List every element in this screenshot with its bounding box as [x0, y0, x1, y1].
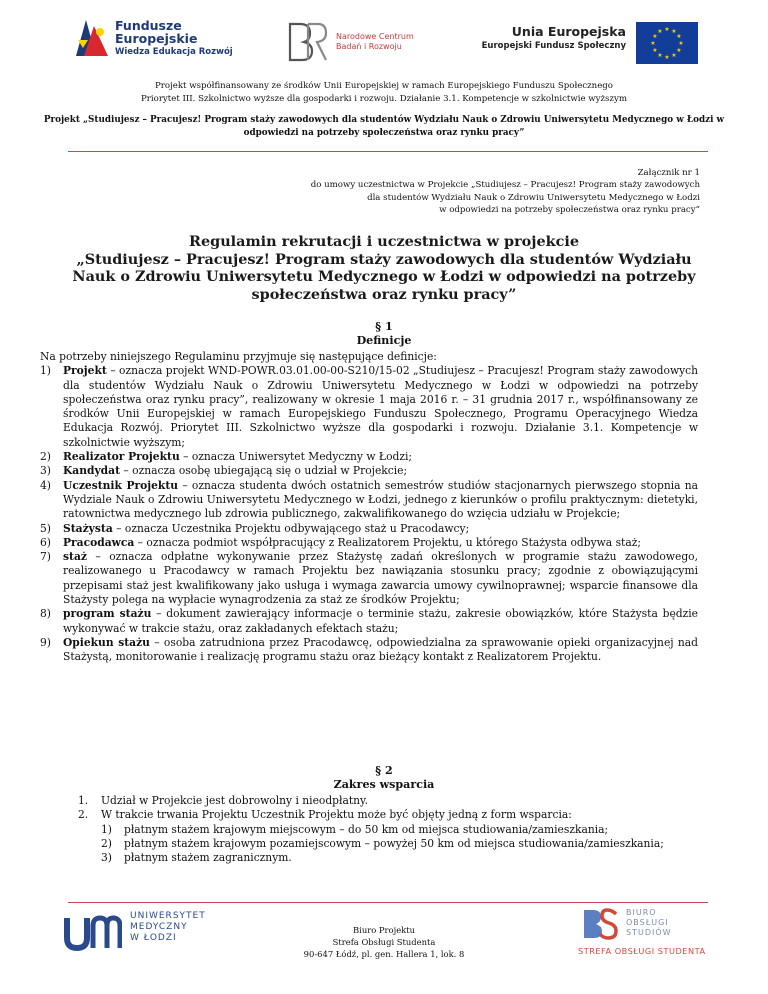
bos-logo-line1: BIURO: [626, 908, 657, 917]
definition-number: 6): [40, 535, 51, 549]
section2-body: [78, 794, 698, 865]
definition-text: – oznacza projekt WND-POWR.03.01.00-00-S210/15-02 „Studiujesz – Pracujesz! Program staży zawodowych dla studentów Wydziału Nauk o Zdrowiu Uniwersytetu Medycznego w Łodzi w odpowiedzi na potrzeby społeczeństwa oraz rynku pracy”, realizowany w okresie 1 maja 2016 r. – 31 grudnia 2017 r., współfinansowany ze środków Unii Europejskiej w ramach Europejskiego Funduszu Społecznego, Programu Operacyjnego Wiedza Edukacja Rozwój. Priorytet III. Szkolnictwo wyższe dla gospodarki i rozwoju. Działanie 3.1. Kompetencje w szkolnictwie wyższym;: [63, 364, 698, 449]
document-title-line3: Nauk o Zdrowiu Uniwersytetu Medycznego w Łodzi w odpowiedzi na potrzeby: [72, 268, 696, 286]
svg-text:★: ★: [671, 28, 677, 35]
svg-text:★: ★: [678, 40, 684, 47]
definition-item: [40, 522, 698, 536]
definition-term: Pracodawca: [63, 535, 135, 549]
definition-number: 4): [40, 478, 51, 492]
fe-logo-line2: Europejskie: [115, 31, 198, 46]
document-title-line2: „Studiujesz – Pracujesz! Program staży zawodowych dla studentów Wydziału: [76, 250, 692, 268]
definition-item: [40, 464, 698, 478]
cofinancing-line2: Priorytet III. Szkolnictwo wyższe dla gospodarki i rozwoju. Działanie 3.1. Kompetencje w szkolnictwie wyższym: [141, 93, 627, 104]
ue-logo-subtitle: Europejski Fundusz Społeczny: [481, 41, 626, 51]
definition-term: Kandydat: [63, 464, 121, 478]
cofinancing-line1: Projekt współfinansowany ze środków Unii Europejskiej w ramach Europejskiego Funduszu Społecznego: [155, 81, 613, 91]
biuro-obslugi-studiow-logo: [578, 906, 708, 958]
fe-logo-line1: Fundusze: [115, 18, 182, 33]
svg-text:★: ★: [664, 26, 670, 33]
annex-line1: Załącznik nr 1: [637, 168, 700, 178]
definition-term: Projekt: [63, 364, 107, 378]
svg-text:★: ★: [664, 54, 670, 61]
definitions-list: [40, 364, 698, 664]
section2-number: § 2: [375, 764, 393, 777]
umed-mark-icon: [64, 912, 122, 952]
definition-number: 3): [40, 464, 51, 478]
definition-item: [40, 479, 698, 522]
definition-item: [40, 364, 698, 450]
definition-number: 2): [40, 450, 51, 464]
support-form-number: 3): [101, 851, 112, 865]
section1-body: [40, 350, 698, 665]
support-form-item: [101, 837, 698, 851]
svg-text:★: ★: [676, 33, 682, 40]
ncbr-logo-line1: Narodowe Centrum: [336, 32, 414, 41]
svg-text:★: ★: [657, 28, 663, 35]
ue-logo-title: Unia Europejska: [511, 24, 626, 39]
eu-flag-icon: [636, 22, 698, 64]
svg-text:★: ★: [676, 47, 682, 54]
definition-text: – oznacza odpłatne wykonywanie przez Stażystę zadań określonych w programie stażu zawodowego, realizowanego u Pracodawcy w ramach Projektu bez nawiązania stosunku pracy; zgodnie z obowiązującymi przepisami staż jest kwalifikowany jako usługa i wymaga zawarcia umowy cywilnoprawnej; wsparcie finansowe dla Stażysty polega na wypłacie wynagrodzenia za staż ze środków Projektu;: [63, 550, 698, 607]
definition-text: – dokument zawierający informacje o terminie stażu, zakresie obowiązków, które Stażysta będzie wykonywać w trakcie stażu, oraz zakładanych efektach stażu;: [63, 607, 698, 635]
ncbr-logo: [286, 20, 436, 64]
fe-logo-line3: Wiedza Edukacja Rozwój: [115, 47, 233, 57]
definition-term: Realizator Projektu: [63, 450, 180, 464]
header-divider: [68, 151, 708, 152]
definition-item: [40, 550, 698, 607]
definition-text: – oznacza Uczestnika Projektu odbywającego staż u Pracodawcy;: [112, 521, 470, 535]
support-form-text: płatnym stażem krajowym miejscowym – do 50 km od miejsca studiowania/zamieszkania;: [124, 822, 609, 836]
um-logo-line3: W ŁODZI: [130, 933, 177, 943]
footer-address-line1: Biuro Projektu: [352, 925, 415, 935]
definition-item: [40, 536, 698, 550]
footer-divider: [68, 902, 708, 903]
bos-logo-strefa: STREFA OBSŁUGI STUDENTA: [578, 946, 706, 956]
support-form-text: płatnym stażem krajowym pozamiejscowym – powyżej 50 km od miejsca studiowania/zamieszkania;: [124, 836, 664, 850]
definition-item: [40, 450, 698, 464]
definition-term: Uczestnik Projektu: [63, 478, 179, 492]
ncbr-mark-icon: [286, 20, 328, 64]
um-logo-line1: UNIWERSYTET: [130, 911, 206, 921]
bos-mark-icon: [582, 908, 618, 940]
section1-title: Definicje: [356, 334, 412, 347]
footer-address-line3: 90-647 Łódź, pl. gen. Hallera 1, lok. 8: [303, 948, 465, 959]
annex-reference: [311, 167, 700, 217]
definition-text: – oznacza podmiot współpracujący z Realizatorem Projektu, u którego Stażysta odbywa staż;: [134, 535, 641, 549]
cofinancing-note: [40, 80, 728, 105]
support-list: [78, 794, 698, 865]
definition-text: – oznacza osobę ubiegającą się o udział w Projekcie;: [120, 464, 408, 478]
support-form-item: [101, 823, 698, 837]
definition-text: – oznacza Uniwersytet Medyczny w Łodzi;: [179, 450, 412, 464]
svg-text:★: ★: [652, 33, 658, 40]
support-item: [78, 794, 698, 808]
definition-text: – oznacza studenta dwóch ostatnich semestrów studiów stacjonarnych pierwszego stopnia na Wydziale Nauk o Zdrowiu Uniwersytetu Medycznego w Łodzi, jednego z kierunków o profilu praktycznym: dietetyki, ratownictwa medycznego lub zdrowia publicznego, zakwalifikowanego do wzięcia udziału w Projekcie;: [63, 478, 698, 521]
definition-number: 5): [40, 521, 51, 535]
section2-title: Zakres wsparcia: [333, 778, 435, 791]
svg-text:★: ★: [650, 40, 656, 47]
support-forms-list: [101, 823, 698, 866]
footer-address: [254, 925, 514, 960]
unia-europejska-logo: [481, 22, 698, 66]
document-title: [40, 233, 728, 303]
document-title-line4: społeczeństwa oraz rynku pracy”: [251, 285, 517, 303]
section1-heading: [40, 320, 728, 348]
definition-number: 8): [40, 607, 51, 621]
definition-item: [40, 636, 698, 665]
footer-address-line2: Strefa Obsługi Studenta: [332, 936, 436, 947]
umed-lodz-logo: [64, 908, 204, 956]
support-item-text: Udział w Projekcie jest dobrowolny i nieodpłatny.: [101, 794, 369, 807]
section1-number: § 1: [375, 320, 393, 333]
support-form-number: 1): [101, 822, 112, 836]
support-form-number: 2): [101, 836, 112, 850]
annex-line2: do umowy uczestnictwa w Projekcie „Studiujesz – Pracujesz! Program staży zawodowych: [310, 180, 700, 191]
support-item-number: 2.: [78, 808, 89, 822]
definition-term: Stażysta: [63, 521, 113, 535]
definition-item: [40, 607, 698, 636]
ncbr-logo-line2: Badań i Rozwoju: [336, 42, 402, 51]
definition-text: – osoba zatrudniona przez Pracodawcę, odpowiedzialna za sprawowanie opieki organizacyjnej nad Stażystą, monitorowanie i realizację programu stażu oraz bieżący kontakt z Realizatorem Projektu.: [63, 635, 698, 664]
um-logo-line2: MEDYCZNY: [130, 922, 188, 932]
definition-term: staż: [63, 550, 87, 564]
annex-line3: dla studentów Wydziału Nauk o Zdrowiu Uniwersytetu Medycznego w Łodzi: [367, 192, 700, 203]
project-title: Projekt „Studiujesz – Pracujesz! Program staży zawodowych dla studentów Wydziału Nauk o Zdrowiu Uniwersytetu Medycznego w Łodzi w odpowiedzi na potrzeby społeczeństwa oraz rynku pracy”: [43, 115, 725, 138]
bos-logo-line2: OBSŁUGI: [626, 918, 669, 927]
support-form-text: płatnym stażem zagranicznym.: [124, 851, 292, 865]
fundusze-europejskie-logo: [74, 16, 234, 68]
support-item-text: W trakcie trwania Projektu Uczestnik Projektu może być objęty jedną z form wsparcia:: [101, 808, 572, 822]
support-item: [78, 808, 698, 865]
bos-logo-line3: STUDIÓW: [626, 928, 672, 937]
definition-term: Opiekun stażu: [63, 635, 150, 649]
section2-heading: [40, 764, 728, 792]
support-form-item: [101, 851, 698, 865]
section1-intro: Na potrzeby niniejszego Regulaminu przyjmuje się następujące definicje:: [40, 350, 437, 363]
definition-number: 9): [40, 635, 51, 649]
svg-text:★: ★: [652, 47, 658, 54]
svg-text:★: ★: [657, 52, 663, 59]
annex-line4: w odpowiedzi na potrzeby społeczeństwa oraz rynku pracy”: [439, 205, 700, 216]
svg-text:★: ★: [671, 52, 677, 59]
support-item-number: 1.: [78, 794, 89, 807]
definition-number: 7): [40, 550, 51, 564]
definition-number: 1): [40, 364, 51, 378]
fundusze-europejskie-mark-icon: [74, 18, 110, 58]
definition-term: program stażu: [63, 607, 152, 621]
document-title-line1: Regulamin rekrutacji i uczestnictwa w projekcie: [189, 233, 579, 250]
